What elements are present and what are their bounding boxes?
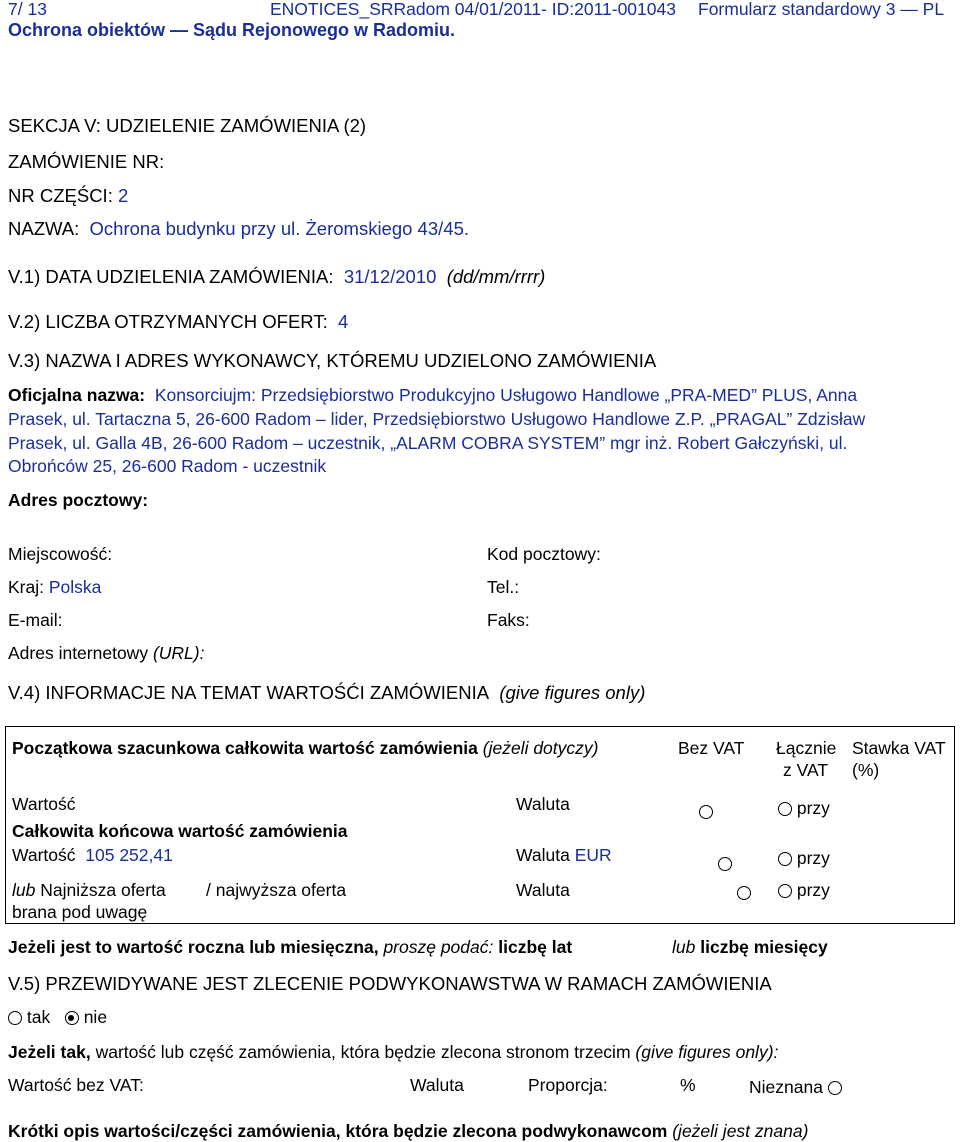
notice-id: ENOTICES_SRRadom 04/01/2011- ID:2011-001043 [270, 0, 676, 19]
if-yes-note: (give figures only): [635, 1042, 779, 1062]
v4-heading-row [8, 682, 645, 704]
yes-label[interactable]: tak [26, 1007, 51, 1027]
final-currency-row [516, 844, 612, 866]
v2-row [8, 311, 348, 333]
part-row [8, 185, 128, 207]
if-yes-text: wartość lub część zamówienia, która będzie zlecona stronom trzecim [95, 1042, 631, 1062]
page-title: Ochrona obiektów — Sądu Rejonowego w Radomiu. [8, 20, 456, 40]
months-label: liczbę miesięcy [700, 937, 828, 957]
short-desc-label: Krótki opis wartości/części zamówienia, która będzie zlecona podwykonawcom [8, 1121, 668, 1141]
name-row [8, 218, 469, 240]
final-value: 105 252,41 [85, 845, 173, 865]
annual-label: Jeżeli jest to wartość roczna lub miesięczna, [8, 937, 379, 957]
no-label[interactable]: nie [83, 1007, 108, 1027]
final-value-row [12, 844, 173, 866]
percent-sign: % [680, 1075, 696, 1095]
initial-vat-choice[interactable] [778, 797, 830, 819]
official-name-text-2: Prasek, ul. Tartaczna 5, 26-600 Radom – lider, Przedsiębiorstwo Usługowo Handlowe Z.P. „PRAGAL” Zdzisław [8, 409, 866, 429]
v1-label: V.1) DATA UDZIELENIA ZAMÓWIENIA: [8, 266, 334, 287]
col-with-vat-1: Łącznie [776, 738, 837, 758]
official-name-line1 [8, 384, 857, 406]
years-label: liczbę lat [498, 937, 573, 957]
range-at-label: przy [796, 880, 830, 900]
col-with-vat-2: z VAT [783, 760, 829, 780]
if-yes-row [8, 1041, 778, 1063]
form-name: Formularz standardowy 3 — PL [698, 0, 945, 19]
official-name-text-1: Konsorciujm: Przedsiębiorstwo Produkcyjno Usługowo Handlowe „PRA-MED” PLUS, Anna [154, 385, 858, 405]
v1-format: (dd/mm/rrrr) [446, 266, 546, 287]
official-name-text-3: Prasek, ul. Galla 4B, 26-600 Radom – uczestnik, „ALARM COBRA SYSTEM” mgr inż. Robert Gałczyński, ul. [8, 433, 848, 453]
col-no-vat: Bez VAT [678, 738, 745, 758]
short-desc-note: (jeżeli jest znana) [672, 1121, 809, 1141]
final-value-label: Wartość [12, 845, 76, 865]
range-currency-label: Waluta [516, 880, 570, 900]
if-yes-bold: Jeżeli tak, [8, 1042, 91, 1062]
unknown-radio[interactable] [828, 1081, 842, 1095]
final-currency-label: Waluta [516, 845, 570, 865]
v3-heading: V.3) NAZWA I ADRES WYKONAWCY, KTÓREMU UDZIELONO ZAMÓWIENIA [8, 350, 657, 371]
fax-label: Faks: [487, 610, 530, 630]
final-no-vat-radio[interactable] [718, 857, 732, 871]
months-or: lub [672, 937, 696, 957]
country-label: Kraj: [8, 577, 44, 597]
v5-heading: V.5) PRZEWIDYWANE JEST ZLECENIE PODWYKONAWSTWA W RAMACH ZAMÓWIENIA [8, 973, 772, 994]
col-rate-2: (%) [852, 760, 880, 780]
final-at-label: przy [796, 848, 830, 868]
initial-value-label: Wartość [12, 794, 76, 814]
email-label: E-mail: [8, 610, 63, 630]
city-label: Miejscowość: [8, 544, 113, 564]
name-value: Ochrona budynku przy ul. Żeromskiego 43/45. [89, 218, 469, 239]
initial-currency-label: Waluta [516, 794, 570, 814]
range-no-vat-radio[interactable] [737, 886, 751, 900]
final-vat-choice[interactable] [778, 847, 830, 869]
subcontract-currency-label: Waluta [410, 1075, 464, 1095]
url-label-italic: (URL): [152, 643, 205, 663]
name-label: NAZWA: [8, 218, 80, 239]
lowest-label: Najniższa oferta [40, 880, 166, 900]
short-desc-row [8, 1120, 808, 1142]
postal-address-label: Adres pocztowy: [8, 490, 149, 510]
annual-note: proszę podać: [383, 937, 494, 957]
initial-note: (jeżeli dotyczy) [482, 738, 599, 758]
proportion-label: Proporcja: [528, 1075, 608, 1095]
months-row [672, 936, 828, 958]
postcode-label: Kod pocztowy: [487, 544, 601, 564]
country-value: Polska [48, 577, 102, 597]
v1-value: 31/12/2010 [343, 266, 437, 287]
url-row [8, 642, 204, 664]
initial-label: Początkowa szacunkowa całkowita wartość zamówienia [12, 738, 478, 758]
country-row [8, 576, 101, 598]
v1-row [8, 266, 545, 288]
initial-vat-radio[interactable] [778, 802, 792, 816]
subcontract-choice [8, 1006, 107, 1028]
initial-at-label: przy [796, 798, 830, 818]
considered-label: brana pod uwagę [12, 902, 148, 922]
part-value: 2 [117, 185, 129, 206]
unknown-label: Nieznana [749, 1077, 823, 1097]
section-heading: SEKCJA V: UDZIELENIE ZAMÓWIENIA (2) [8, 115, 367, 136]
range-vat-choice[interactable] [778, 879, 830, 901]
phone-label: Tel.: [487, 577, 520, 597]
order-nr-label: ZAMÓWIENIE NR: [8, 151, 165, 172]
final-vat-radio[interactable] [778, 852, 792, 866]
v4-heading-note: (give figures only) [499, 682, 646, 703]
final-label: Całkowita końcowa wartość zamówienia [12, 821, 348, 841]
v2-value: 4 [337, 311, 349, 332]
page-number: 7/ 13 [8, 0, 47, 19]
official-name-label: Oficjalna nazwa: [8, 385, 146, 405]
part-label: NR CZĘŚCI: [8, 185, 113, 206]
no-radio[interactable] [65, 1011, 79, 1025]
value-no-vat-label: Wartość bez VAT: [8, 1075, 144, 1095]
v2-label: V.2) LICZBA OTRZYMANYCH OFERT: [8, 311, 328, 332]
final-currency: EUR [574, 845, 612, 865]
v4-heading: V.4) INFORMACJE NA TEMAT WARTOŚĆI ZAMÓWIENIA [8, 682, 490, 703]
official-name-text-4: Obrońców 25, 26-600 Radom - uczestnik [8, 456, 327, 476]
unknown-choice[interactable] [749, 1076, 842, 1098]
url-label: Adres internetowy [8, 643, 149, 663]
or-label: lub [12, 880, 36, 900]
range-vat-radio[interactable] [778, 884, 792, 898]
initial-no-vat-radio[interactable] [699, 805, 713, 819]
initial-value-row [12, 737, 598, 759]
range-row [12, 879, 166, 901]
col-rate-1: Stawka VAT [852, 738, 946, 758]
annual-row [8, 936, 572, 958]
highest-label: / najwyższa oferta [206, 880, 347, 900]
yes-radio[interactable] [8, 1011, 22, 1025]
